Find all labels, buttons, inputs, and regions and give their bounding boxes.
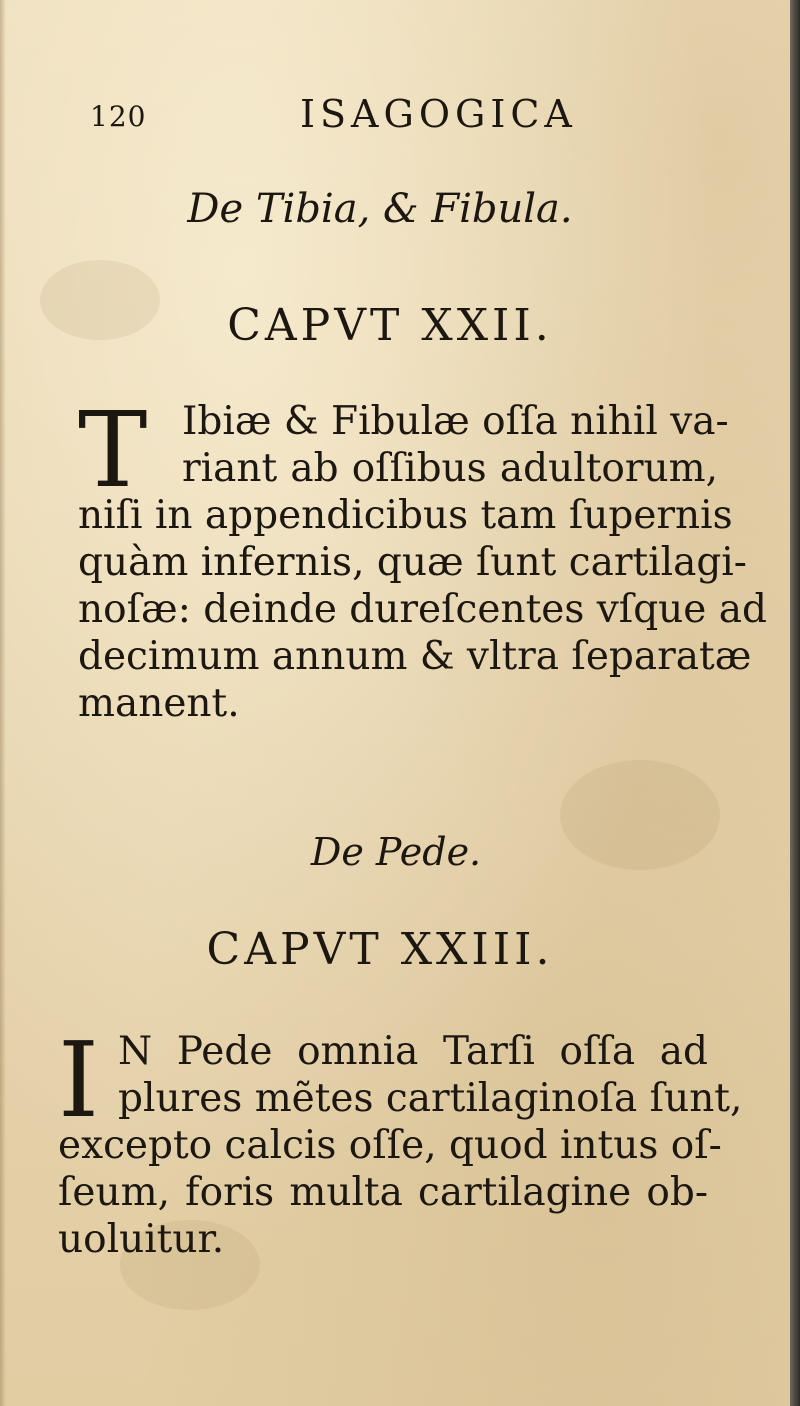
- text-line: plures mẽtes cartilaginoſa ſunt,: [118, 1076, 743, 1121]
- text-line: riant ab oſſibus adultorum,: [182, 446, 718, 491]
- text-line: Ibiæ & Fibulæ oſſa nihil va-: [182, 399, 729, 444]
- text-line: noſæ: deinde dureſcentes vſque ad: [78, 587, 767, 632]
- section-title-pede: De Pede.: [310, 830, 482, 874]
- drop-cap: T: [78, 389, 148, 511]
- paragraph-pede: [58, 1019, 743, 1263]
- text-line: quàm infernis, quæ ſunt cartilagi-: [78, 540, 747, 585]
- section-title-tibia: De Tibia, & Fibula.: [187, 186, 573, 232]
- text-line: N Pede omnia Tarſi oſſa ad: [118, 1029, 708, 1074]
- text-line: manent.: [78, 681, 240, 726]
- text-line: decimum annum & vltra ſeparatæ: [78, 634, 752, 679]
- text-line: niſi in appendicibus tam ſupernis: [78, 493, 733, 538]
- page-binding-edge: [790, 0, 800, 1406]
- running-title: ISAGOGICA: [300, 92, 577, 136]
- chapter-heading-23: CAPVT XXIII.: [206, 924, 554, 975]
- paragraph-tibia: [78, 389, 767, 727]
- running-head: [0, 92, 800, 142]
- chapter-heading-22: CAPVT XXII.: [227, 300, 553, 351]
- page-number: 120: [90, 100, 147, 133]
- text-line: ſeum, foris multa cartilagine ob-: [58, 1170, 708, 1215]
- drop-cap: I: [58, 1019, 100, 1141]
- text-line: uoluitur.: [58, 1217, 225, 1262]
- text-line: excepto calcis oſſe, quod intus oſ-: [58, 1123, 722, 1168]
